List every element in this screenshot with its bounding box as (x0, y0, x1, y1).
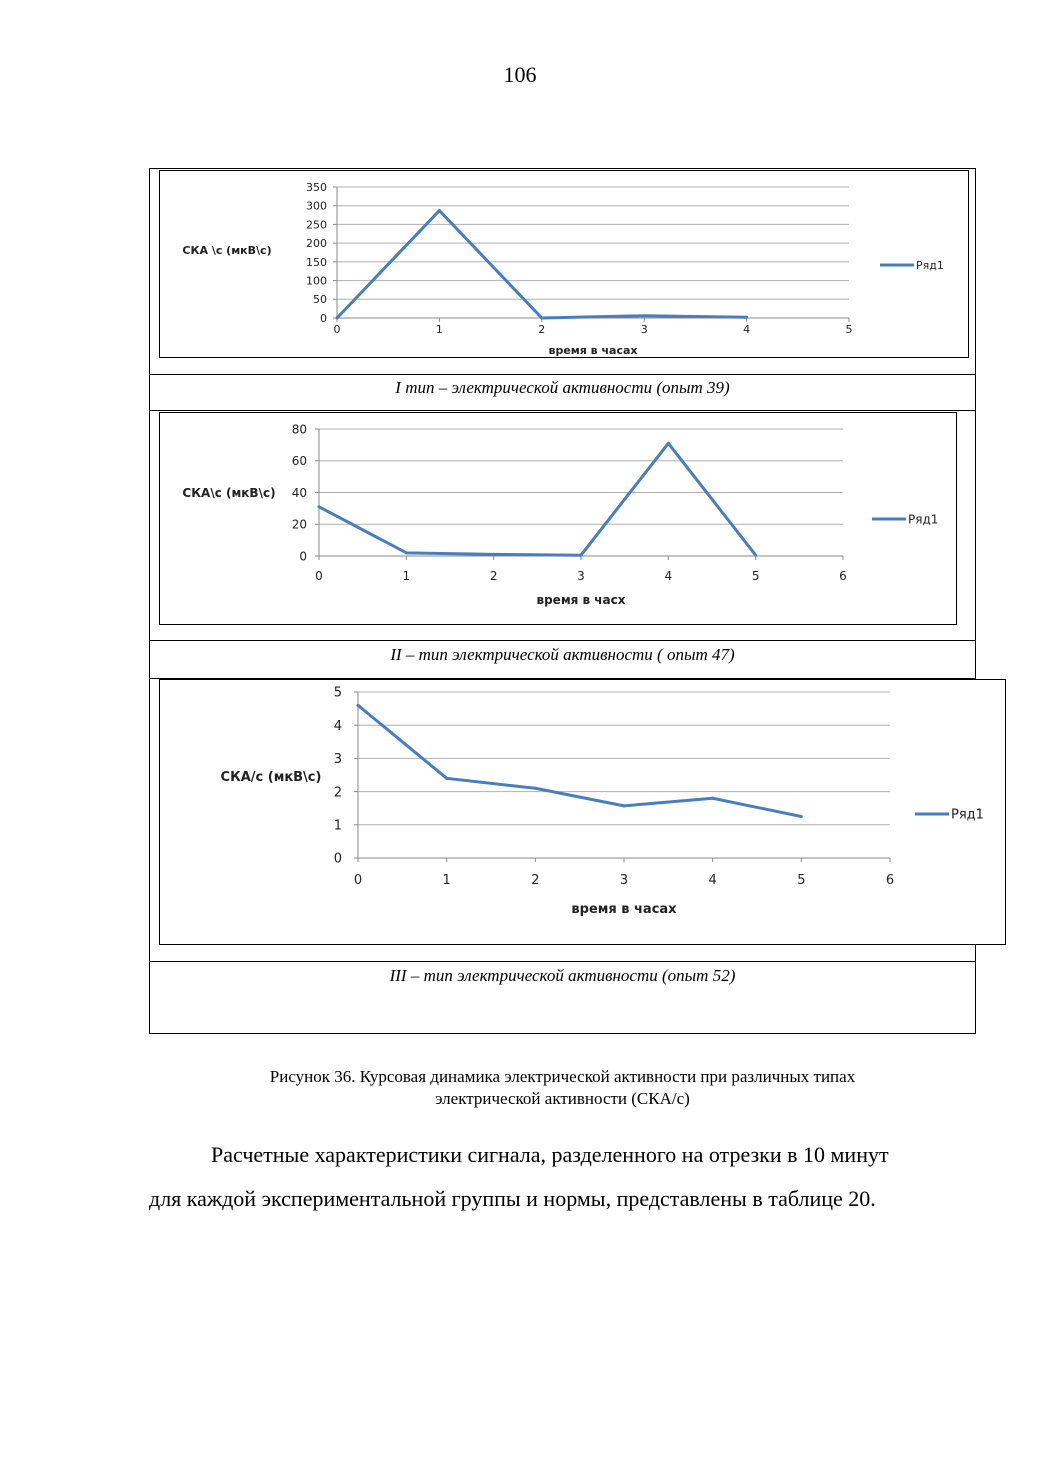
page-number: 106 (503, 62, 537, 87)
chart-2-svg (160, 413, 958, 626)
chart-type-2 (159, 412, 957, 625)
x-tick-label: 3 (640, 323, 648, 336)
y-tick-label: 0 (320, 311, 327, 325)
series-line (358, 705, 801, 816)
x-tick-label: 1 (402, 569, 411, 583)
y-tick-label: 1 (333, 818, 342, 834)
paragraph-line-1: Расчетные характеристики сигнала, разделенного на отрезки в 10 минут (211, 1142, 889, 1167)
data-point (336, 317, 339, 320)
x-tick-label: 4 (708, 873, 717, 888)
y-axis-label: СКА\с (мкВ\с) (182, 486, 276, 500)
data-point (800, 815, 803, 818)
x-tick-label: 2 (538, 323, 546, 336)
data-point (540, 317, 543, 320)
chart-3-svg (160, 680, 1007, 946)
figure-caption (149, 1066, 976, 1110)
chart-3-caption: III – тип электрической активности (опыт 52) (389, 966, 736, 985)
chart-type-1 (159, 170, 969, 358)
y-tick-label: 350 (306, 180, 327, 194)
x-tick-label: 2 (531, 873, 540, 888)
x-axis-label: время в часах (571, 902, 677, 917)
y-tick-label: 3 (333, 752, 342, 768)
x-tick-label: 6 (839, 569, 847, 583)
y-tick-label: 2 (333, 785, 342, 801)
x-tick-label: 6 (885, 873, 895, 888)
data-point (745, 316, 748, 319)
data-point (643, 314, 646, 317)
y-tick-label: 0 (299, 549, 307, 564)
data-point (405, 551, 408, 554)
x-axis-label: время в часх (536, 593, 626, 607)
x-axis-label: время в часах (548, 344, 638, 357)
y-axis-label: СКА/с (мкВ\с) (220, 770, 322, 785)
y-tick-label: 40 (291, 485, 307, 500)
y-tick-label: 100 (306, 274, 327, 288)
x-tick-label: 2 (489, 569, 498, 583)
data-point (445, 777, 448, 780)
y-tick-label: 50 (313, 293, 327, 307)
table-divider (149, 961, 976, 962)
x-tick-label: 4 (743, 323, 751, 336)
x-tick-label: 0 (353, 873, 363, 888)
table-divider (149, 410, 976, 411)
y-tick-label: 80 (291, 422, 307, 437)
data-point (580, 554, 583, 557)
y-tick-label: 60 (291, 454, 307, 469)
x-tick-label: 5 (751, 569, 760, 583)
x-tick-label: 1 (442, 873, 451, 888)
x-tick-label: 0 (333, 323, 341, 336)
data-point (438, 209, 441, 212)
table-divider (149, 640, 976, 641)
series-line (337, 211, 747, 318)
legend-label: Ряд1 (908, 512, 939, 527)
y-tick-label: 200 (306, 237, 327, 251)
x-tick-label: 5 (845, 323, 853, 336)
y-tick-label: 0 (333, 851, 342, 867)
figure-caption-line-2: электрической активности (СКА/с) (435, 1089, 690, 1108)
chart-type-3 (159, 679, 1006, 945)
y-tick-label: 20 (291, 517, 307, 532)
x-tick-label: 4 (664, 569, 673, 583)
x-tick-label: 5 (797, 873, 806, 888)
y-tick-label: 300 (306, 199, 327, 213)
data-point (357, 704, 360, 707)
data-point (492, 553, 495, 556)
legend-label: Ряд1 (951, 807, 984, 823)
x-tick-label: 3 (577, 569, 585, 583)
legend-label: Ряд1 (916, 258, 944, 272)
data-point (711, 797, 714, 800)
x-tick-label: 0 (315, 569, 323, 583)
y-tick-label: 5 (333, 685, 342, 701)
paragraph-line-2: для каждой экспериментальной группы и нормы, представлены в таблице 20. (149, 1186, 876, 1211)
data-point (623, 804, 626, 807)
y-tick-label: 150 (306, 255, 327, 269)
chart-1-svg (160, 171, 970, 359)
chart-1-caption: I тип – электрической активности (опыт 39) (395, 378, 730, 397)
y-axis-label: СКА \с (мкВ\с) (182, 244, 272, 257)
data-point (534, 787, 537, 790)
series-line (319, 443, 756, 555)
x-tick-label: 3 (619, 873, 629, 888)
data-point (754, 554, 757, 557)
chart-2-caption: II – тип электрической активности ( опыт 47) (390, 645, 735, 664)
y-tick-label: 4 (333, 718, 342, 734)
x-tick-label: 1 (435, 323, 443, 336)
data-point (318, 505, 321, 508)
y-tick-label: 250 (306, 218, 327, 232)
data-point (667, 442, 670, 445)
figure-caption-line-1: Рисунок 36. Курсовая динамика электрической активности при различных типах (269, 1067, 856, 1086)
table-divider (149, 374, 976, 375)
